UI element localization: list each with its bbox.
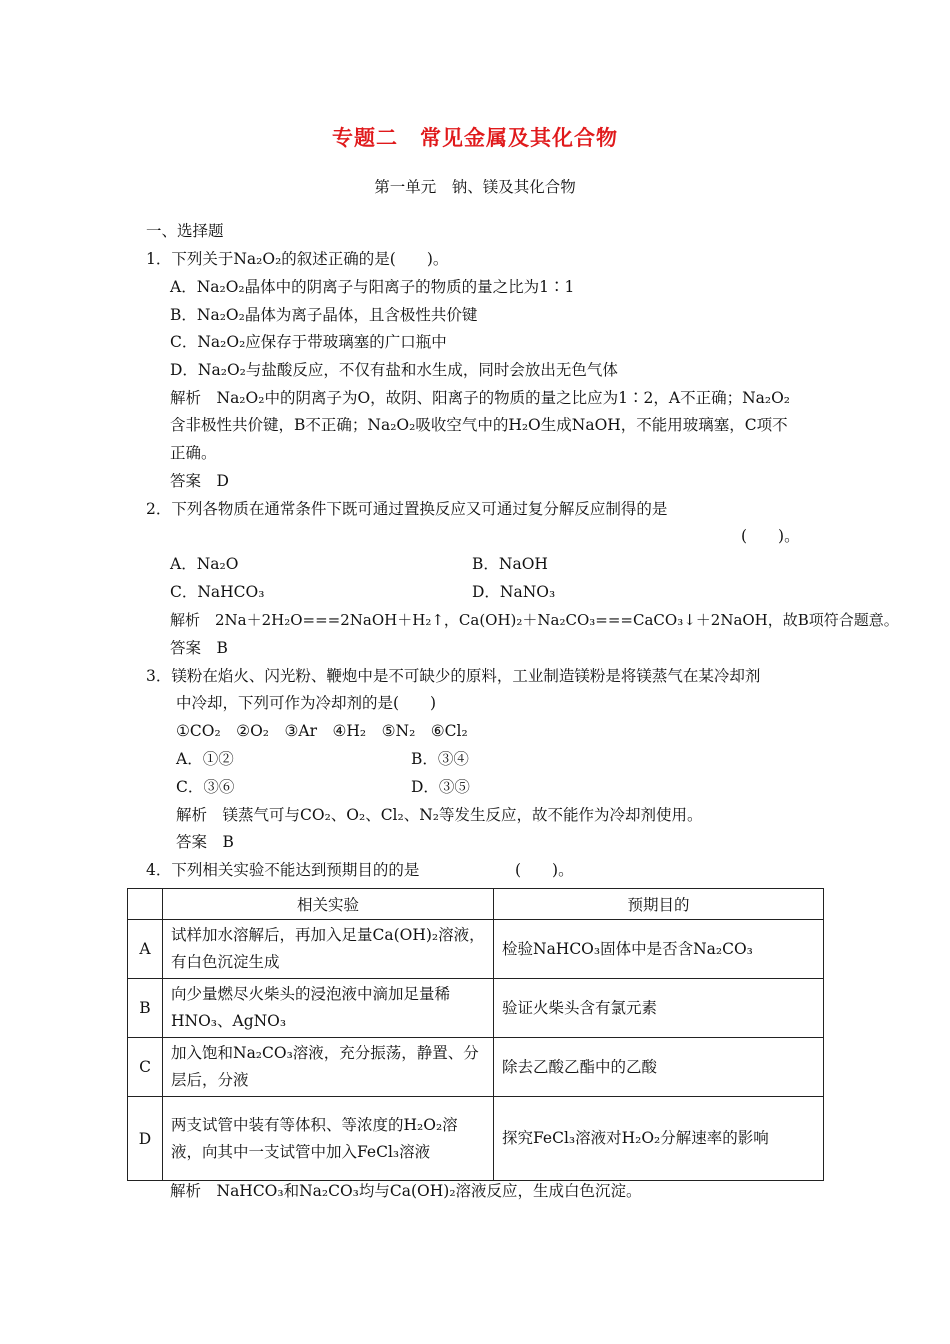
q2-answer-blank: ( )。: [741, 527, 800, 545]
q3-option-c: C．③⑥: [176, 778, 235, 796]
table-row-option: A: [128, 920, 163, 979]
q2-stem: 2．下列各物质在通常条件下既可通过置换反应又可通过复分解反应制得的是: [146, 500, 668, 518]
section-heading: 一、选择题: [146, 222, 224, 240]
table-row-option: B: [128, 979, 163, 1038]
table-row-experiment: 加入饱和Na₂CO₃溶液，充分振荡，静置、分层后，分液: [163, 1038, 494, 1097]
table-row: [128, 979, 824, 1038]
q1-stem: 1．下列关于Na₂O₂的叙述正确的是( )。: [146, 250, 449, 268]
q1-analysis-line2: 含非极性共价键，B不正确；Na₂O₂吸收空气中的H₂O生成NaOH，不能用玻璃塞，C项不: [170, 416, 788, 434]
table-row-option: D: [128, 1097, 163, 1181]
q3-stem-line2: 中冷却，下列可作为冷却剂的是( ): [176, 694, 437, 712]
q1-analysis-line3: 正确。: [170, 444, 217, 462]
q2-analysis: 解析 2Na＋2H₂O===2NaOH＋H₂↑，Ca(OH)₂＋Na₂CO₃===CaCO₃↓＋2NaOH，故B项符合题意。: [170, 611, 899, 629]
q4-stem: 4．下列相关实验不能达到预期目的的是: [146, 861, 420, 879]
q1-option-d: D．Na₂O₂与盐酸反应，不仅有盐和水生成，同时会放出无色气体: [170, 361, 618, 379]
q1-option-b: B．Na₂O₂晶体为离子晶体，且含极性共价键: [170, 306, 478, 324]
q2-option-a: A．Na₂O: [170, 555, 239, 573]
table-row: [128, 1097, 824, 1181]
q1-answer: 答案 D: [170, 472, 229, 490]
q4-answer-blank: ( )。: [515, 861, 574, 879]
table-row-experiment: 试样加水溶解后，再加入足量Ca(OH)₂溶液，有白色沉淀生成: [163, 920, 494, 979]
q1-analysis-line1: 解析 Na₂O₂中的阴离子为O，故阴、阳离子的物质的量之比应为1∶2，A不正确；Na₂O₂: [170, 389, 791, 407]
table-row: [128, 1038, 824, 1097]
document-title: 专题二 常见金属及其化合物: [332, 126, 618, 150]
table-header-blank: [128, 889, 163, 920]
unit-subtitle: 第一单元 钠、镁及其化合物: [374, 178, 576, 196]
table-row-experiment: 向少量燃尽火柴头的浸泡液中滴加足量稀HNO₃、AgNO₃: [163, 979, 494, 1038]
q1-option-c: C．Na₂O₂应保存于带玻璃塞的广口瓶中: [170, 333, 447, 351]
q1-option-a: A．Na₂O₂晶体中的阴离子与阳离子的物质的量之比为1∶1: [170, 278, 575, 296]
table-header-experiment: 相关实验: [163, 889, 494, 920]
q3-answer: 答案 B: [176, 833, 234, 851]
q2-option-c: C．NaHCO₃: [170, 583, 265, 601]
table-header-row: [128, 889, 824, 920]
q2-answer: 答案 B: [170, 639, 228, 657]
table-row-goal: 检验NaHCO₃固体中是否含Na₂CO₃: [494, 920, 824, 979]
table-row-goal: 验证火柴头含有氯元素: [494, 979, 824, 1038]
q3-analysis: 解析 镁蒸气可与CO₂、O₂、Cl₂、N₂等发生反应，故不能作为冷却剂使用。: [176, 806, 703, 824]
table-row-goal: 探究FeCl₃溶液对H₂O₂分解速率的影响: [494, 1097, 824, 1181]
experiment-table: [127, 888, 824, 1181]
table-row-experiment: 两支试管中装有等体积、等浓度的H₂O₂溶液，向其中一支试管中加入FeCl₃溶液: [163, 1097, 494, 1181]
q2-option-b: B．NaOH: [472, 555, 548, 573]
table-header-goal: 预期目的: [494, 889, 824, 920]
q3-option-a: A．①②: [176, 750, 234, 768]
q3-stem-line1: 3．镁粉在焰火、闪光粉、鞭炮中是不可缺少的原料，工业制造镁粉是将镁蒸气在某冷却剂: [146, 667, 761, 685]
table-row: [128, 920, 824, 979]
table-row-option: C: [128, 1038, 163, 1097]
q3-option-b: B．③④: [411, 750, 469, 768]
table-row-goal: 除去乙酸乙酯中的乙酸: [494, 1038, 824, 1097]
q4-analysis: 解析 NaHCO₃和Na₂CO₃均与Ca(OH)₂溶液反应，生成白色沉淀。: [170, 1182, 642, 1200]
q2-option-d: D．NaNO₃: [472, 583, 556, 601]
q3-option-d: D．③⑤: [411, 778, 470, 796]
q3-choices: ①CO₂ ②O₂ ③Ar ④H₂ ⑤N₂ ⑥Cl₂: [176, 722, 468, 740]
